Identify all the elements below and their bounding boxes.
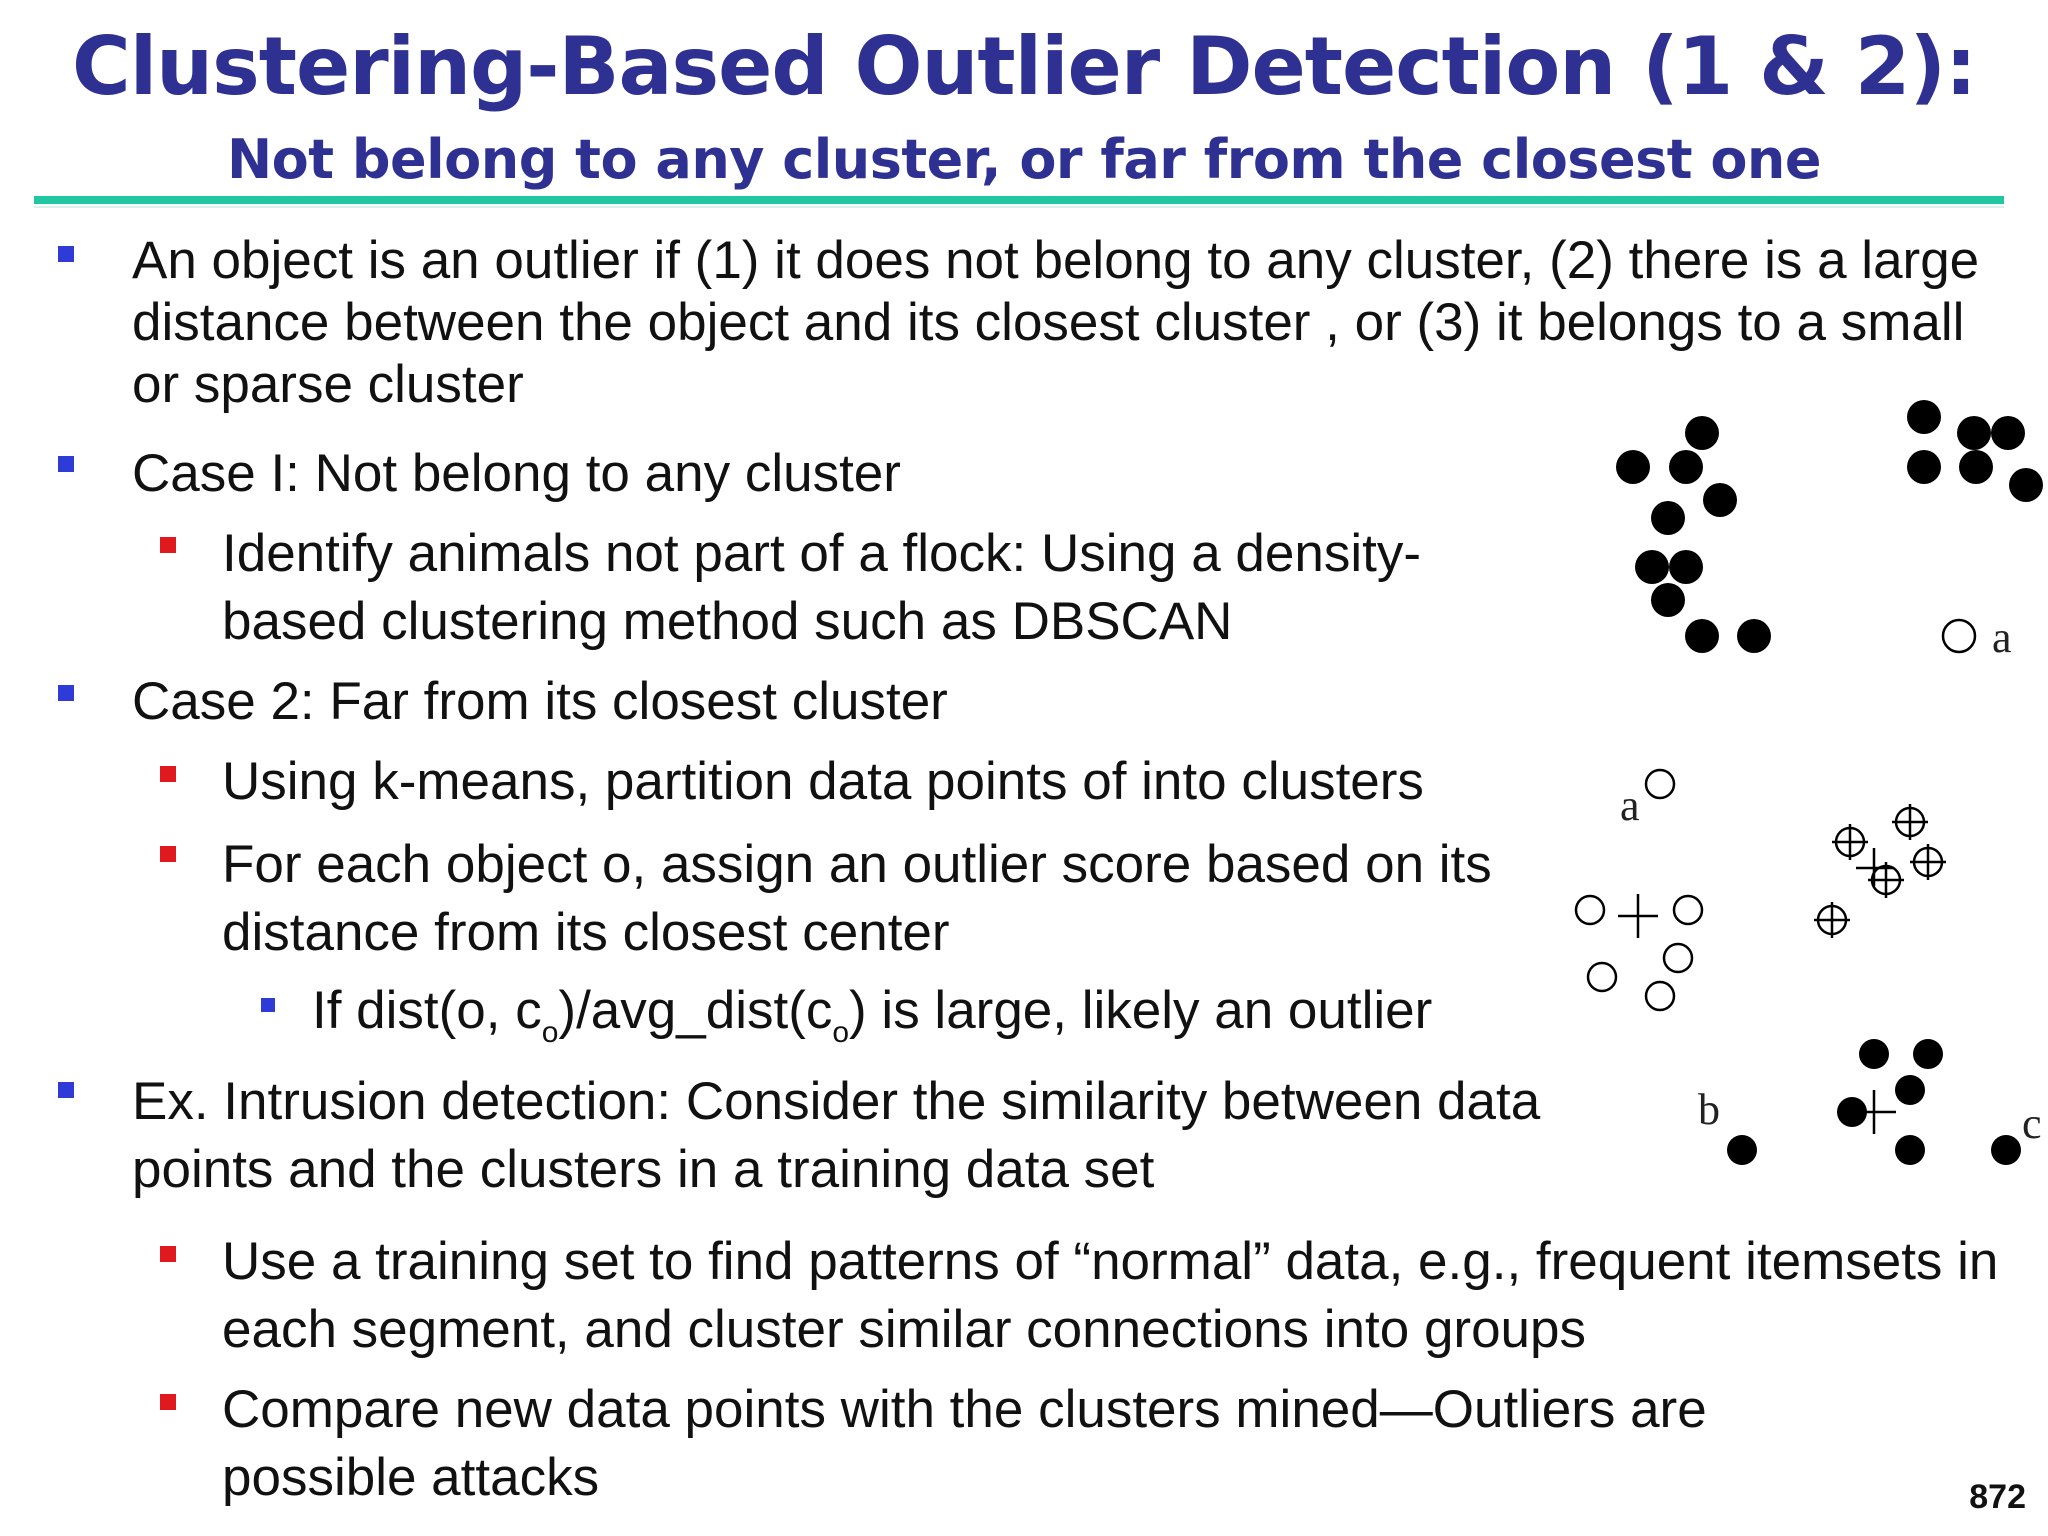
cluster-point xyxy=(1859,1039,1889,1069)
cluster-point xyxy=(1957,416,1991,450)
cluster-point-hollow xyxy=(1588,963,1616,991)
bullet-square-blue-small xyxy=(261,998,275,1012)
title-divider xyxy=(34,196,2004,204)
bullet-square-blue xyxy=(58,246,74,262)
case2-detail-score: For each object o, assign an outlier score based on its distance from its closest center xyxy=(222,835,1492,962)
ratio-text-pre: If dist(o, c xyxy=(312,981,542,1040)
cluster-point xyxy=(1895,1075,1925,1105)
cluster-point xyxy=(1685,619,1719,653)
cluster-point xyxy=(1991,416,2025,450)
example-intrusion-detection: Ex. Intrusion detection: Consider the similarity between data points and the clusters in a training data set xyxy=(132,1072,1541,1199)
cluster-point xyxy=(1635,550,1669,584)
bullet-square-blue xyxy=(58,685,74,701)
label-b: b xyxy=(1698,1085,1720,1134)
cluster-point xyxy=(1669,550,1703,584)
paragraph-outlier-definition: An object is an outlier if (1) it does not belong to any cluster, (2) there is a large distance between the object and its closest cluster , or (3) it belongs to a small or sparse cluster xyxy=(132,231,1980,414)
case2-detail-kmeans: Using k-means, partition data points of into clusters xyxy=(222,752,1424,811)
cluster-point xyxy=(2009,468,2043,502)
outlier-illustration xyxy=(1540,390,2048,1190)
bullet-square-blue xyxy=(58,1082,74,1098)
case2-heading: Case 2: Far from its closest cluster xyxy=(132,672,948,731)
case2-detail-ratio xyxy=(312,980,1572,1049)
slide-title: Clustering-Based Outlier Detection (1 & 2): xyxy=(72,20,1976,113)
cluster-center-plus-icon xyxy=(1618,894,1658,938)
example-detail-compare: Compare new data points with the clusters mined—Outliers are possible attacks xyxy=(222,1380,1707,1507)
outlier-point-c xyxy=(1991,1135,2021,1165)
crosshair-point xyxy=(1910,844,1946,880)
slide-subtitle: Not belong to any cluster, or far from the closest one xyxy=(226,128,1821,191)
density-clusters-diagram xyxy=(1616,400,2043,653)
case1-heading: Case I: Not belong to any cluster xyxy=(132,444,901,503)
ratio-text-mid: )/avg_dist(c xyxy=(558,981,833,1040)
case1-detail: Identify animals not part of a flock: Using a density-based clustering method such as DBSCAN xyxy=(222,524,1421,651)
outlier-point-a-mid xyxy=(1646,770,1674,798)
label-a-top: a xyxy=(1992,613,2012,662)
outlier-point-a xyxy=(1943,620,1975,652)
cluster-point-hollow xyxy=(1646,982,1674,1010)
cluster-point xyxy=(1737,619,1771,653)
ratio-subscript-2: o xyxy=(832,1016,850,1049)
cluster-point xyxy=(1616,450,1650,484)
bullet-square-red xyxy=(160,846,176,862)
title-divider-shadow xyxy=(34,206,2004,208)
cluster-point-hollow xyxy=(1576,896,1604,924)
cluster-point xyxy=(1651,501,1685,535)
crosshair-point xyxy=(1814,902,1850,938)
ratio-text-post: ) is large, likely an outlier xyxy=(849,981,1433,1040)
cluster-point xyxy=(1685,416,1719,450)
crosshair-point xyxy=(1892,804,1928,840)
label-c: c xyxy=(2022,1099,2042,1148)
cluster-point xyxy=(1913,1039,1943,1069)
cluster-point xyxy=(1703,483,1737,517)
bullet-square-red xyxy=(160,766,176,782)
cluster-center-plus-icon xyxy=(1854,1090,1896,1134)
cluster-point xyxy=(1907,450,1941,484)
cluster-point-hollow xyxy=(1664,944,1692,972)
outlier-point-b xyxy=(1727,1135,1757,1165)
label-a-mid: a xyxy=(1620,781,1640,830)
bullet-square-red xyxy=(160,1246,176,1262)
cluster-point-hollow xyxy=(1674,896,1702,924)
bullet-square-red xyxy=(160,1394,176,1410)
cluster-point xyxy=(1669,450,1703,484)
cluster-point xyxy=(1895,1135,1925,1165)
example-detail-training: Use a training set to find patterns of “normal” data, e.g., frequent itemsets in each segment, and cluster similar connections into groups xyxy=(222,1232,1999,1359)
bullet-square-blue xyxy=(58,456,74,472)
cluster-point xyxy=(1651,583,1685,617)
crosshair-point xyxy=(1832,824,1868,860)
cluster-point xyxy=(1959,450,1993,484)
ratio-subscript-1: o xyxy=(541,1016,559,1049)
page-number: 872 xyxy=(1969,1478,2026,1516)
cluster-point xyxy=(1907,400,1941,434)
bullet-square-red xyxy=(160,537,176,553)
